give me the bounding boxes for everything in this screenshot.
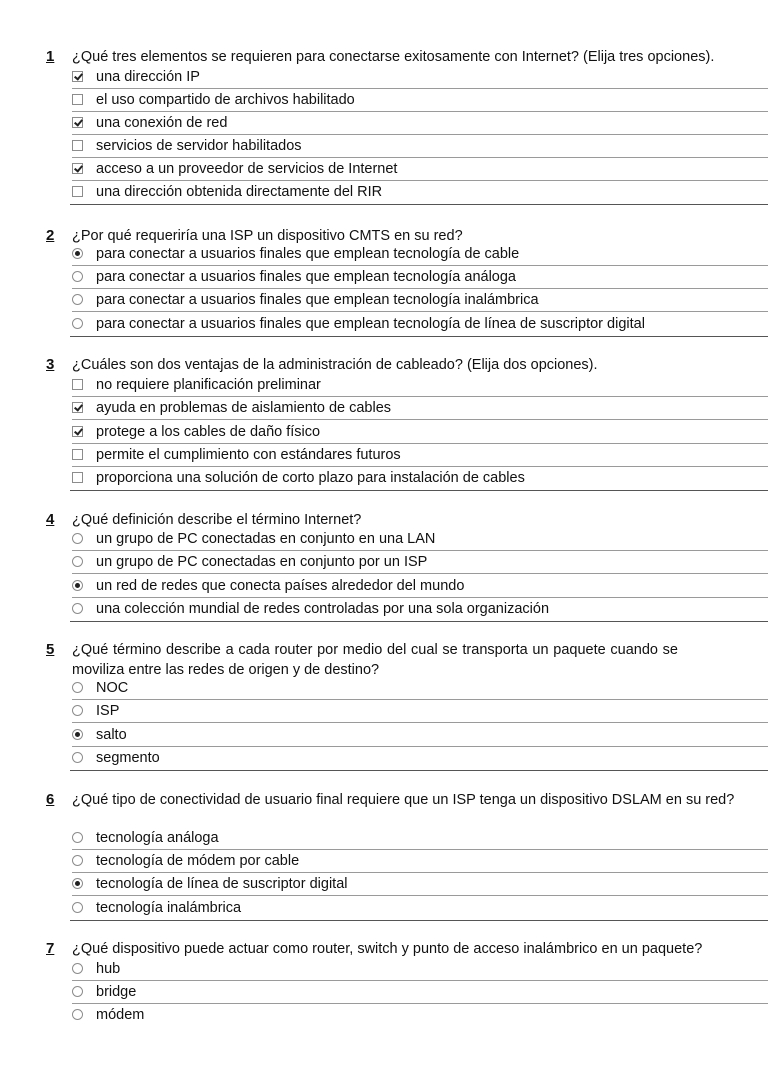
question-text: ¿Por qué requeriría una ISP un dispositivo CMTS en su red? — [72, 228, 463, 244]
checkbox-checked[interactable] — [72, 402, 83, 413]
question-text: ¿Cuáles son dos ventajas de la administración de cableado? (Elija dos opciones). — [72, 357, 598, 373]
question-number: 1 — [46, 48, 55, 65]
question-text: ¿Qué tres elementos se requieren para conectarse exitosamente con Internet? (Elija tres opciones). — [72, 49, 715, 65]
option[interactable] — [72, 242, 768, 266]
option[interactable] — [72, 396, 768, 420]
question-text: ¿Qué dispositivo puede actuar como router, switch y punto de acceso inalámbrico en un paquete? — [72, 941, 703, 957]
question-text: ¿Qué definición describe el término Internet? — [72, 512, 362, 528]
option[interactable] — [72, 597, 768, 620]
radio-selected[interactable] — [72, 248, 83, 259]
radio[interactable] — [72, 271, 83, 282]
checkbox[interactable] — [72, 379, 83, 390]
question-text: ¿Qué término describe a cada router por medio del cual se transporta un paquete cuando se moviliza entre las redes de origen y de destino? — [72, 642, 678, 678]
radio[interactable] — [72, 752, 83, 763]
option[interactable] — [72, 574, 768, 598]
option-label: el uso compartido de archivos habilitado — [96, 91, 355, 108]
option[interactable] — [72, 65, 768, 89]
radio[interactable] — [72, 682, 83, 693]
option[interactable] — [72, 420, 768, 444]
option-label: proporciona una solución de corto plazo para instalación de cables — [96, 469, 525, 486]
radio[interactable] — [72, 533, 83, 544]
radio[interactable] — [72, 603, 83, 614]
option[interactable] — [72, 288, 768, 312]
question-number: 7 — [46, 940, 55, 957]
option-label: no requiere planificación preliminar — [96, 376, 321, 393]
question-number: 3 — [46, 356, 55, 373]
option[interactable] — [72, 676, 768, 700]
option-label: tecnología análoga — [96, 829, 219, 846]
question-number: 5 — [46, 641, 55, 658]
option-label: segmento — [96, 749, 160, 766]
checkbox[interactable] — [72, 140, 83, 151]
option[interactable] — [72, 699, 768, 723]
question-number: 4 — [46, 511, 55, 528]
option-label: para conectar a usuarios finales que emplean tecnología análoga — [96, 268, 516, 285]
option[interactable] — [72, 746, 768, 769]
checkbox-checked[interactable] — [72, 163, 83, 174]
radio-selected[interactable] — [72, 878, 83, 889]
option-label: una conexión de red — [96, 114, 228, 131]
option[interactable] — [72, 111, 768, 135]
option[interactable] — [72, 265, 768, 289]
checkbox[interactable] — [72, 449, 83, 460]
option[interactable] — [72, 896, 768, 919]
radio[interactable] — [72, 556, 83, 567]
option[interactable] — [72, 1003, 768, 1026]
option[interactable] — [72, 88, 768, 112]
option-label: tecnología de módem por cable — [96, 852, 300, 869]
option-label: para conectar a usuarios finales que emplean tecnología inalámbrica — [96, 291, 539, 308]
option-label: tecnología inalámbrica — [96, 899, 242, 916]
radio[interactable] — [72, 705, 83, 716]
option[interactable] — [72, 180, 768, 203]
option-label: un red de redes que conecta países alrededor del mundo — [96, 577, 465, 594]
option-label: permite el cumplimiento con estándares futuros — [96, 446, 401, 463]
option-label: una dirección obtenida directamente del RIR — [96, 183, 383, 200]
option-label: servicios de servidor habilitados — [96, 137, 302, 154]
option-label: para conectar a usuarios finales que emplean tecnología de línea de suscriptor digital — [96, 315, 645, 332]
checkbox[interactable] — [72, 186, 83, 197]
radio[interactable] — [72, 1009, 83, 1020]
checkbox-checked[interactable] — [72, 117, 83, 128]
question-divider — [70, 204, 768, 205]
option-label: protege a los cables de daño físico — [96, 423, 321, 440]
option[interactable] — [72, 157, 768, 181]
option-label: ISP — [96, 702, 120, 719]
radio[interactable] — [72, 294, 83, 305]
checkbox[interactable] — [72, 472, 83, 483]
option[interactable] — [72, 373, 768, 397]
checkbox-checked[interactable] — [72, 426, 83, 437]
option-label: salto — [96, 726, 127, 743]
question-number: 6 — [46, 791, 55, 808]
option-label: para conectar a usuarios finales que emplean tecnología de cable — [96, 245, 520, 262]
option-label: un grupo de PC conectadas en conjunto en una LAN — [96, 530, 436, 547]
option[interactable] — [72, 466, 768, 489]
radio[interactable] — [72, 963, 83, 974]
option[interactable] — [72, 527, 768, 551]
radio-selected[interactable] — [72, 729, 83, 740]
option[interactable] — [72, 826, 768, 850]
option[interactable] — [72, 443, 768, 467]
option[interactable] — [72, 957, 768, 981]
question-divider — [70, 336, 768, 337]
question-divider — [70, 621, 768, 622]
question-number: 2 — [46, 227, 55, 244]
option[interactable] — [72, 312, 768, 335]
radio[interactable] — [72, 832, 83, 843]
radio[interactable] — [72, 986, 83, 997]
option-label: acceso a un proveedor de servicios de Internet — [96, 160, 398, 177]
checkbox-checked[interactable] — [72, 71, 83, 82]
option-label: módem — [96, 1006, 145, 1023]
option-label: hub — [96, 960, 121, 977]
option[interactable] — [72, 550, 768, 574]
option-label: tecnología de línea de suscriptor digital — [96, 875, 348, 892]
option-label: una colección mundial de redes controladas por una sola organización — [96, 600, 550, 617]
option[interactable] — [72, 872, 768, 896]
option[interactable] — [72, 849, 768, 873]
question-text: ¿Qué tipo de conectividad de usuario final requiere que un ISP tenga un dispositivo DSLAM en su red? — [72, 792, 735, 808]
question-divider — [70, 770, 768, 771]
option[interactable] — [72, 134, 768, 158]
question-divider — [70, 920, 768, 921]
checkbox[interactable] — [72, 94, 83, 105]
option-label: un grupo de PC conectadas en conjunto por un ISP — [96, 553, 428, 570]
radio[interactable] — [72, 318, 83, 329]
radio-selected[interactable] — [72, 580, 83, 591]
radio[interactable] — [72, 855, 83, 866]
option-label: una dirección IP — [96, 68, 200, 85]
option-label: NOC — [96, 679, 129, 696]
radio[interactable] — [72, 902, 83, 913]
option[interactable] — [72, 980, 768, 1004]
option-label: bridge — [96, 983, 137, 1000]
question-divider — [70, 490, 768, 491]
option-label: ayuda en problemas de aislamiento de cables — [96, 399, 392, 416]
option[interactable] — [72, 723, 768, 747]
